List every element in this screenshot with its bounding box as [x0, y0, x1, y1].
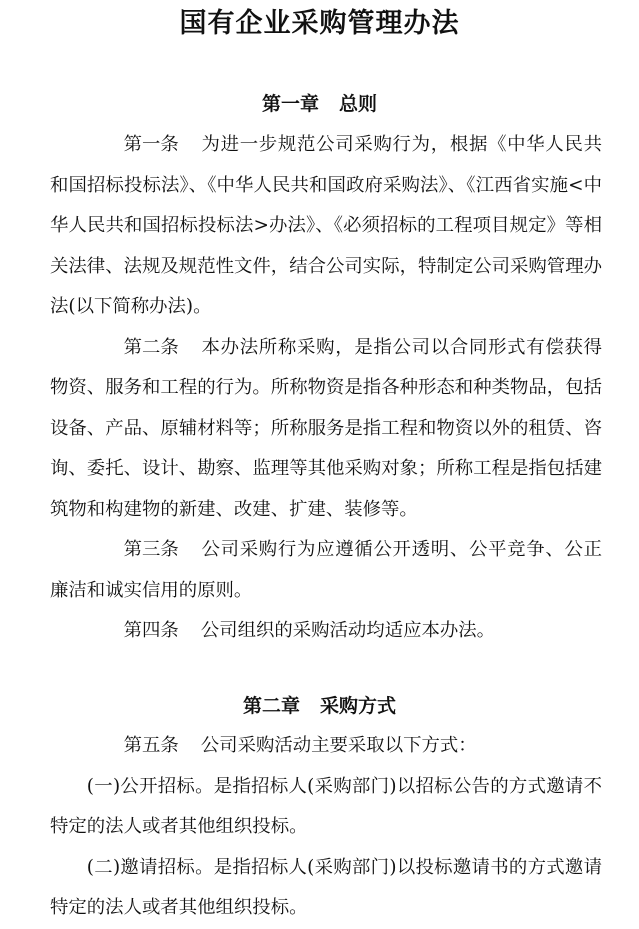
- chapter-1-name: 总则: [339, 93, 378, 115]
- document-title: 国有企业采购管理办法: [179, 8, 460, 39]
- list-item-1: (一)公开招标。是指招标人(采购部门)以招标公告的方式邀请不特定的法人或者其他组织投标。: [50, 775, 602, 837]
- article-text: 为进一步规范公司采购行为，根据《中华人民共和国招标投标法》、《中华人民共和国政府采购法》、《江西省实施<中华人民共和国招标投标法>办法》、《必须招标的工程项目规定》等相关法律、法规及规范性文件，结合公司实际，特制定公司采购管理办法(以下简称办法)。: [50, 134, 602, 317]
- article-label: 第五条: [123, 735, 179, 756]
- article-text: 公司采购活动主要采取以下方式：: [200, 735, 477, 756]
- list-item-2: (二)邀请招标。是指招标人(采购部门)以投标邀请书的方式邀请特定的法人或者其他组织投标。: [50, 856, 602, 918]
- article-text: 公司组织的采购活动均适应本办法。: [200, 620, 496, 641]
- article-2: [50, 328, 602, 531]
- article-label: 第一条: [123, 134, 179, 155]
- article-text: 本办法所称采购，是指公司以合同形式有偿获得物资、服务和工程的行为。所称物资是指各种形态和种类物品，包括设备、产品、原辅材料等；所称服务是指工程和物资以外的租赁、咨询、委托、设计、勘察、监理等其他采购对象；所称工程是指包括建筑物和构建物的新建、改建、扩建、装修等。: [50, 336, 602, 520]
- article-label: 第三条: [123, 539, 179, 560]
- chapter-2-number: 第二章: [242, 695, 300, 717]
- article-label: 第二条: [123, 336, 179, 358]
- article-4: [50, 611, 602, 652]
- chapter-2-body: [50, 726, 602, 929]
- article-text: 公司采购行为应遵循公开透明、公平竞争、公正廉洁和诚实信用的原则。: [50, 539, 602, 601]
- chapter-1-heading: [0, 90, 639, 118]
- article-5: [50, 726, 602, 767]
- article-3: [50, 530, 602, 611]
- chapter-2-name: 采购方式: [320, 695, 397, 717]
- article-label: 第四条: [123, 620, 179, 641]
- chapter-1-body: [50, 125, 602, 652]
- article-1: [50, 125, 602, 328]
- chapter-2-heading: [0, 692, 639, 720]
- chapter-1-number: 第一章: [261, 93, 319, 115]
